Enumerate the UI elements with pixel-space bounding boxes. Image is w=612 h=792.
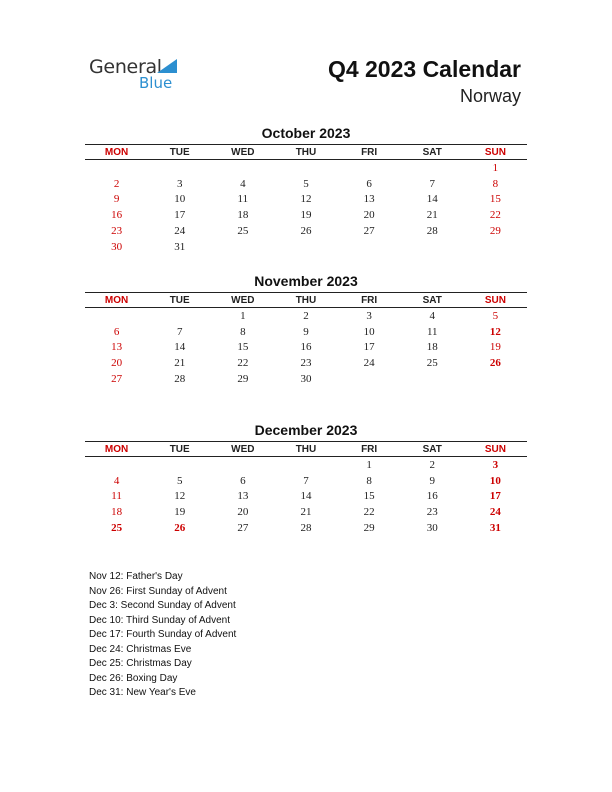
day-cell: 19 [300, 209, 312, 222]
day-cell: 2 [429, 458, 436, 471]
month-november [85, 272, 527, 387]
day-cell: 10 [489, 474, 501, 487]
day-cell: 18 [111, 506, 123, 519]
day-cell: 29 [237, 373, 249, 386]
weekday-label: SUN [484, 294, 506, 306]
day-cell: 12 [489, 325, 501, 338]
day-cell: 24 [489, 506, 501, 519]
day-cell: 5 [176, 474, 183, 487]
day-cell: 8 [492, 177, 499, 190]
weekday-header [85, 292, 527, 308]
day-cell: 5 [303, 177, 309, 190]
day-cell: 10 [363, 325, 375, 338]
day-cell: 20 [363, 209, 375, 222]
day-cell: 7 [303, 474, 309, 487]
day-cell: 13 [111, 341, 123, 354]
day-cell: 20 [111, 357, 123, 370]
day-cell: 13 [237, 490, 249, 503]
day-cell: 22 [489, 209, 501, 222]
day-cell: 29 [489, 225, 501, 238]
weekday-label: THU [295, 146, 317, 158]
day-cell: 23 [426, 506, 438, 519]
day-cell: 18 [426, 341, 438, 354]
day-cell: 4 [240, 177, 246, 190]
weekday-label: TUE [169, 443, 190, 455]
weekday-label: TUE [169, 294, 190, 306]
month-title: November 2023 [254, 273, 358, 289]
day-cell: 5 [492, 309, 499, 322]
month-title: October 2023 [261, 125, 351, 141]
day-cell: 1 [240, 309, 246, 322]
day-cell: 6 [366, 177, 372, 190]
day-cell: 30 [300, 373, 312, 386]
day-cell: 28 [174, 373, 186, 386]
weekday-label: MON [104, 443, 129, 455]
day-cell: 3 [176, 177, 183, 190]
holiday-item: Dec 25: Christmas Day [89, 658, 192, 669]
day-cell: 26 [489, 357, 501, 370]
page-title: Q4 2023 Calendar [327, 56, 521, 82]
day-cell: 25 [111, 522, 123, 535]
weekday-label: WED [231, 146, 255, 158]
weekday-label: WED [231, 443, 255, 455]
week-row [85, 207, 527, 223]
logo-triangle-icon [157, 59, 177, 73]
day-cell: 8 [366, 474, 372, 487]
weekday-label: MON [104, 294, 129, 306]
day-cell: 6 [113, 325, 120, 338]
holiday-item: Dec 10: Third Sunday of Advent [89, 614, 231, 626]
day-cell: 1 [366, 458, 372, 471]
day-cell: 2 [113, 177, 120, 190]
week-row [85, 457, 527, 473]
holiday-item: Nov 26: First Sunday of Advent [89, 585, 227, 597]
day-cell: 15 [489, 193, 501, 206]
day-cell: 9 [303, 325, 309, 338]
weekday-label: WED [231, 294, 255, 306]
day-cell: 19 [174, 506, 186, 519]
day-cell: 25 [237, 225, 249, 238]
week-row [85, 504, 527, 520]
day-cell: 23 [111, 225, 123, 238]
week-row [85, 308, 527, 324]
weekday-label: SAT [422, 146, 442, 158]
weekday-header [85, 144, 527, 160]
day-cell: 4 [113, 474, 120, 487]
week-row [85, 324, 527, 340]
day-cell: 7 [429, 177, 436, 190]
day-cell: 21 [300, 506, 312, 519]
week-row [85, 473, 527, 489]
day-cell: 24 [363, 357, 375, 370]
day-cell: 22 [363, 506, 375, 519]
day-cell: 26 [300, 225, 312, 238]
day-cell: 19 [489, 341, 501, 354]
day-cell: 27 [111, 373, 123, 386]
day-cell: 11 [237, 193, 249, 206]
day-cell: 31 [174, 240, 186, 253]
day-cell: 25 [426, 357, 438, 370]
day-cell: 11 [426, 325, 438, 338]
week-row [85, 160, 527, 176]
month-title: December 2023 [254, 422, 358, 438]
day-cell: 12 [300, 193, 312, 206]
day-cell: 9 [113, 193, 120, 206]
page-subtitle: Norway [459, 86, 521, 106]
month-october [85, 124, 527, 255]
weekday-label: TUE [169, 146, 190, 158]
day-cell: 24 [174, 225, 186, 238]
day-cell: 14 [174, 341, 186, 354]
weekday-label: FRI [361, 294, 378, 306]
day-cell: 7 [176, 325, 183, 338]
weekday-header [85, 441, 527, 457]
day-cell: 23 [300, 357, 312, 370]
week-row [85, 223, 527, 239]
weekday-label: SUN [484, 443, 506, 455]
week-row [85, 355, 527, 371]
day-cell: 3 [492, 458, 499, 471]
day-cell: 2 [303, 309, 309, 322]
day-cell: 29 [363, 522, 375, 535]
day-cell: 10 [174, 193, 186, 206]
day-cell: 4 [429, 309, 436, 322]
day-cell: 13 [363, 193, 375, 206]
holiday-list [89, 570, 236, 701]
day-cell: 14 [300, 490, 312, 503]
week-row [85, 239, 527, 255]
weekday-label: SAT [422, 294, 442, 306]
week-row [85, 176, 527, 192]
day-cell: 1 [492, 161, 499, 174]
weekday-label: THU [295, 443, 317, 455]
week-row [85, 340, 527, 356]
weekday-label: FRI [361, 443, 378, 455]
week-row [85, 520, 527, 536]
holiday-item: Dec 3: Second Sunday of Advent [89, 600, 236, 611]
logo [89, 56, 173, 92]
day-cell: 18 [237, 209, 249, 222]
day-cell: 14 [426, 193, 438, 206]
day-cell: 30 [426, 522, 438, 535]
logo-general-text: General [89, 56, 162, 78]
day-cell: 30 [111, 240, 123, 253]
day-cell: 11 [111, 490, 122, 503]
weekday-label: MON [104, 146, 129, 158]
holiday-item: Dec 26: Boxing Day [89, 672, 178, 684]
day-cell: 15 [363, 490, 375, 503]
day-cell: 28 [426, 225, 438, 238]
day-cell: 17 [363, 341, 375, 354]
day-cell: 31 [489, 522, 501, 535]
day-cell: 8 [240, 325, 246, 338]
weekday-label: FRI [361, 146, 378, 158]
month-december [85, 421, 527, 536]
day-cell: 27 [363, 225, 375, 238]
day-cell: 16 [111, 209, 123, 222]
logo-blue-text: Blue [139, 74, 173, 92]
day-cell: 22 [237, 357, 249, 370]
day-cell: 16 [300, 341, 312, 354]
holiday-item: Dec 17: Fourth Sunday of Advent [89, 629, 237, 640]
day-cell: 12 [174, 490, 186, 503]
week-row [85, 489, 527, 505]
week-row [85, 371, 527, 387]
day-cell: 26 [174, 522, 186, 535]
day-cell: 20 [237, 506, 249, 519]
week-row [85, 192, 527, 208]
day-cell: 3 [366, 309, 372, 322]
day-cell: 9 [429, 474, 436, 487]
day-cell: 6 [240, 474, 246, 487]
holiday-item: Nov 12: Father's Day [89, 571, 183, 582]
day-cell: 17 [174, 209, 186, 222]
holiday-item: Dec 24: Christmas Eve [89, 643, 192, 655]
weekday-label: SAT [422, 443, 442, 455]
day-cell: 15 [237, 341, 249, 354]
day-cell: 27 [237, 522, 249, 535]
holiday-item: Dec 31: New Year's Eve [89, 687, 196, 698]
day-cell: 28 [300, 522, 312, 535]
weekday-label: THU [295, 294, 317, 306]
day-cell: 21 [174, 357, 186, 370]
day-cell: 17 [489, 490, 501, 503]
weekday-label: SUN [484, 146, 506, 158]
day-cell: 21 [426, 209, 438, 222]
day-cell: 16 [426, 490, 438, 503]
